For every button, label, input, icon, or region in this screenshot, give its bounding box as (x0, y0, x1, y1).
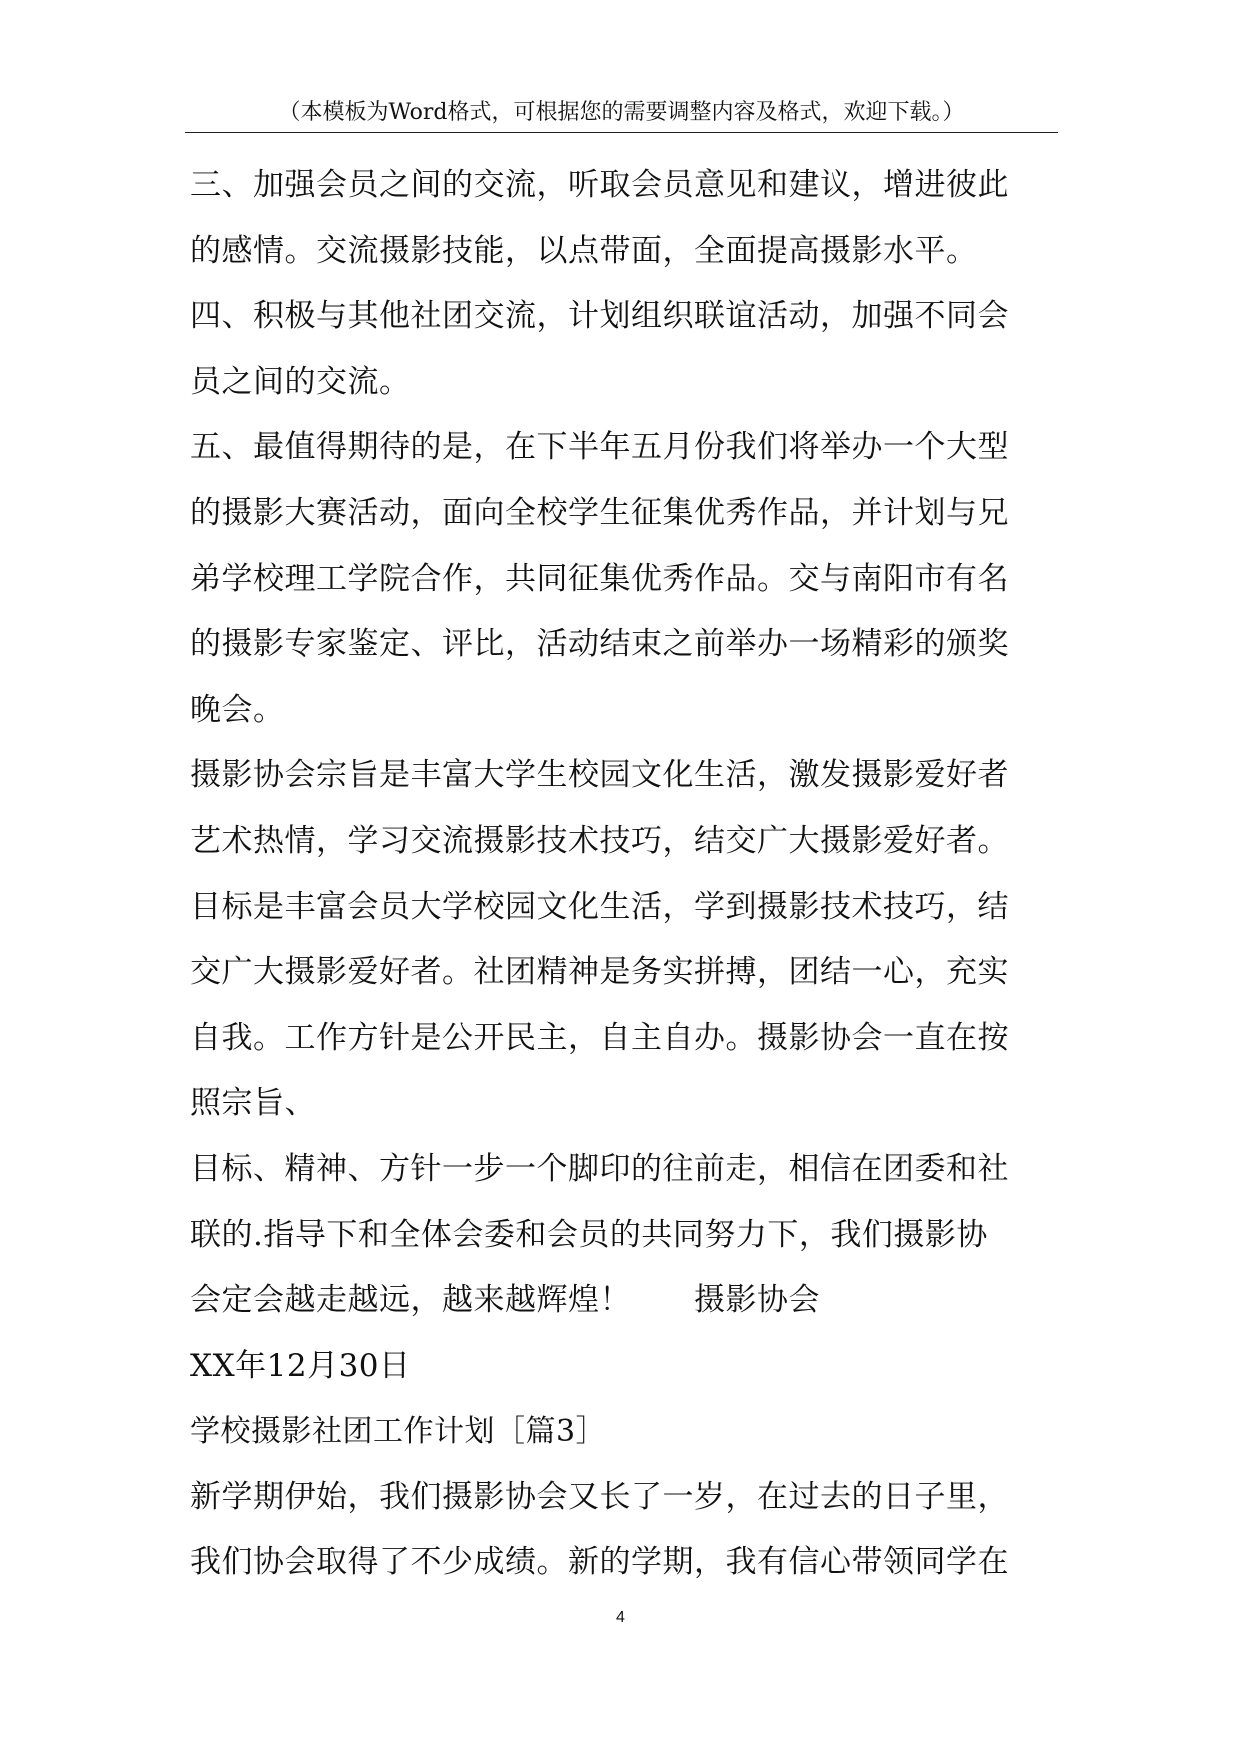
body-line: 三、加强会员之间的交流，听取会员意见和建议，增进彼此 (190, 167, 1009, 203)
body-line: 交广大摄影爱好者。社团精神是务实拼搏，团结一心，充实 (190, 954, 1009, 991)
body-line: 的摄影专家鉴定、评比，活动结束之前举办一场精彩的颁奖 (190, 626, 1009, 663)
body-line: 晚会。 (190, 691, 285, 728)
page-number: 4 (616, 1609, 625, 1626)
body-line: 艺术热情，学习交流摄影技术技巧，结交广大摄影爱好者。 (190, 822, 1009, 859)
body-line: 五、最值得期待的是，在下半年五月份我们将举办一个大型 (190, 429, 1009, 466)
document-body (190, 153, 1070, 1596)
body-line: 目标、精神、方针一步一个脚印的往前走，相信在团委和社 (190, 1150, 1009, 1187)
body-line: 弟学校理工学院合作，共同征集优秀作品。交与南阳市有名 (190, 560, 1009, 597)
body-line: 联的.指导下和全体会委和会员的共同努力下，我们摄影协 (190, 1216, 988, 1253)
header-divider (185, 132, 1058, 133)
body-line: 我们协会取得了不少成绩。新的学期，我有信心带领同学在 (190, 1544, 1009, 1581)
signature-line: 会定会越走越远，越来越辉煌！ 摄影协会 (190, 1282, 820, 1319)
body-line: 摄影协会宗旨是丰富大学生校园文化生活，激发摄影爱好者 (190, 757, 1009, 794)
template-note: （本模板为Word格式，可根据您的需要调整内容及格式，欢迎下载。） (278, 100, 965, 125)
body-line: 自我。工作方针是公开民主，自主自办。摄影协会一直在按 (190, 1019, 1009, 1056)
section-heading: 学校摄影社团工作计划［篇3］ (190, 1414, 607, 1450)
date-line: XX年12月30日 (190, 1347, 411, 1384)
body-line: 照宗旨、 (190, 1085, 316, 1122)
body-line: 目标是丰富会员大学校园文化生活，学到摄影技术技巧，结 (190, 888, 1009, 925)
body-line: 的感情。交流摄影技能，以点带面，全面提高摄影水平。 (190, 232, 978, 269)
body-line: 四、积极与其他社团交流，计划组织联谊活动，加强不同会 (190, 298, 1009, 335)
body-line: 的摄影大赛活动，面向全校学生征集优秀作品，并计划与兄 (190, 494, 1009, 531)
body-line: 员之间的交流。 (190, 363, 411, 400)
body-line: 新学期伊始，我们摄影协会又长了一岁，在过去的日子里， (190, 1478, 1009, 1515)
